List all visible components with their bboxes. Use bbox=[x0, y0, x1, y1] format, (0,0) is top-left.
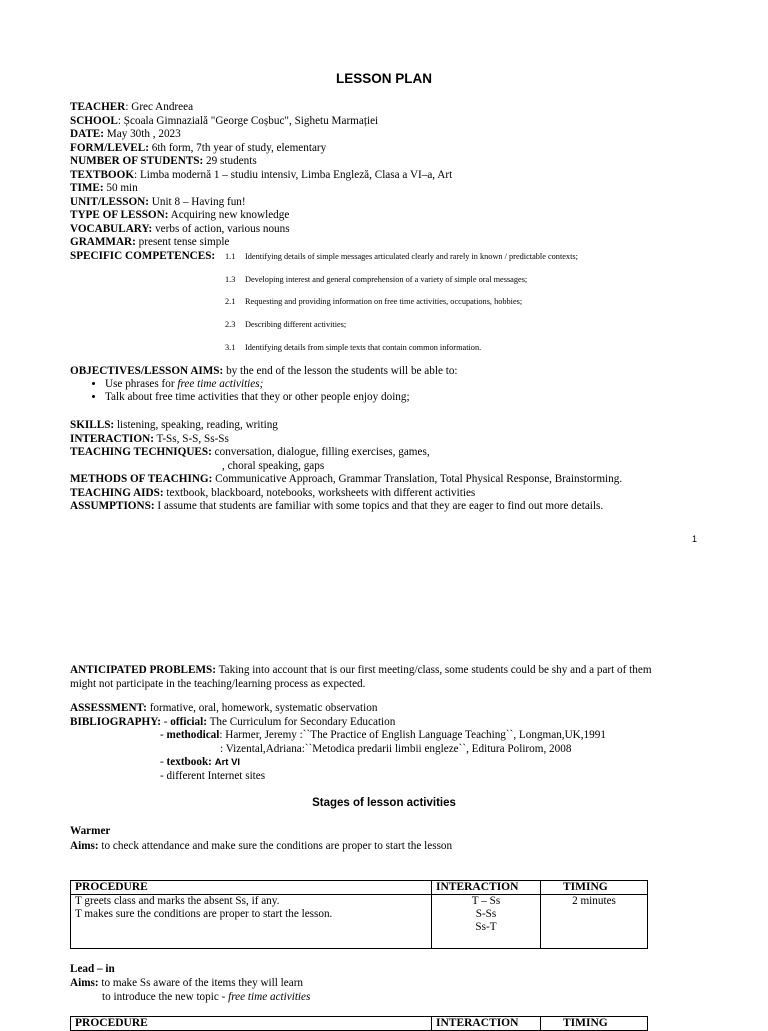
interaction-line: INTERACTION: T-Ss, S-S, Ss-Ss bbox=[70, 432, 229, 445]
leadin-title: Lead – in bbox=[70, 963, 115, 975]
competences-label: SPECIFIC COMPETENCES: bbox=[70, 249, 216, 262]
procedure-header: PROCEDURE bbox=[71, 1017, 432, 1031]
date-line: DATE: May 30th , 2023 bbox=[70, 128, 181, 140]
timing-header: TIMING bbox=[541, 881, 648, 895]
stages-title: Stages of lesson activities bbox=[312, 797, 456, 809]
objectives-line: OBJECTIVES/LESSON AIMS: by the end of the lesson the students will be able to: bbox=[70, 364, 458, 377]
bibliography-methodical-2: : Vizental,Adriana:``Metodica predarii limbii engleze``, Editura Polirom, 2008 bbox=[220, 742, 572, 755]
competence-item: 1.3 Developing interest and general comprehension of a variety of simple oral messages; bbox=[225, 275, 528, 284]
competence-item: 1.1 Identifying details of simple messages articulated clearly and rarely in known / predictable contexts; bbox=[225, 252, 578, 261]
warmer-title: Warmer bbox=[70, 825, 111, 837]
problems-line-2: might not participate in the teaching/learning process as expected. bbox=[70, 678, 366, 690]
form-level-line: FORM/LEVEL: 6th form, 7th year of study, elementary bbox=[70, 141, 327, 154]
problems-line: ANTICIPATED PROBLEMS: Taking into account that is our first meeting/class, some students could be shy and a part of them bbox=[70, 664, 652, 676]
techniques-line-2: , choral speaking, gaps bbox=[222, 459, 325, 472]
bibliography-internet: - different Internet sites bbox=[160, 769, 266, 782]
textbook-line: TEXTBOOK: Limba modernă 1 – studiu intensiv, Limba Engleză, Clasa a VI–a, Art bbox=[70, 168, 453, 181]
warmer-aims: Aims: to check attendance and make sure the conditions are proper to start the lesson bbox=[70, 840, 453, 852]
assumptions-line: ASSUMPTIONS: I assume that students are familiar with some topics and that they are eager to find out more details. bbox=[70, 500, 604, 512]
competence-item: 3.1 Identifying details from simple texts that contain common information. bbox=[225, 343, 482, 352]
teacher-line: TEACHER: Grec Andreea bbox=[70, 101, 194, 113]
students-line: NUMBER OF STUDENTS: 29 students bbox=[70, 155, 257, 167]
interaction-header: INTERACTION bbox=[432, 881, 541, 895]
assessment-line: ASSESSMENT: formative, oral, homework, systematic observation bbox=[70, 702, 378, 714]
objectives-list bbox=[70, 378, 410, 405]
methods-line: METHODS OF TEACHING: Communicative Approach, Grammar Translation, Total Physical Response, Brainstorming. bbox=[70, 473, 623, 485]
school-line: SCHOOL: Școala Gimnazială "George Coșbuc", Sighetu Marmației bbox=[70, 114, 379, 127]
bibliography-methodical: - methodical: Harmer, Jeremy :``The Practice of English Language Teaching``, Longman,UK,1991 bbox=[160, 729, 606, 741]
bibliography-textbook: - textbook: Art VI bbox=[160, 756, 241, 768]
timing-header: TIMING bbox=[541, 1017, 648, 1031]
timing-cell: 2 minutes bbox=[541, 895, 648, 949]
bibliography-line: BIBLIOGRAPHY: - official: The Curriculum for Secondary Education bbox=[70, 715, 396, 728]
list-item: • Talk about free time activities that they or other people enjoy doing; bbox=[105, 391, 410, 404]
techniques-line: TEACHING TECHNIQUES: conversation, dialogue, filling exercises, games, bbox=[70, 446, 430, 458]
grammar-line: GRAMMAR: present tense simple bbox=[70, 236, 230, 248]
competence-item: 2.1 Requesting and providing information on free time activities, occupations, hobbies; bbox=[225, 297, 523, 306]
interaction-cell: T – Ss S-Ss Ss-T bbox=[432, 895, 541, 949]
page-title: LESSON PLAN bbox=[335, 71, 432, 86]
aids-line: TEACHING AIDS: textbook, blackboard, notebooks, worksheets with different activities bbox=[70, 486, 476, 499]
unit-line: UNIT/LESSON: Unit 8 – Having fun! bbox=[70, 195, 246, 208]
list-item: • Use phrases for free time activities; bbox=[105, 378, 410, 391]
skills-line: SKILLS: listening, speaking, reading, writing bbox=[70, 419, 278, 431]
time-line: TIME: 50 min bbox=[70, 182, 138, 194]
vocabulary-line: VOCABULARY: verbs of action, various nouns bbox=[70, 222, 290, 235]
page-number: 1 bbox=[692, 534, 698, 544]
warmer-table bbox=[70, 880, 648, 949]
lesson-type-line: TYPE OF LESSON: Acquiring new knowledge bbox=[70, 209, 290, 221]
leadin-aims-2: to introduce the new topic - free time activities bbox=[102, 991, 311, 1003]
leadin-aims: Aims: to make Ss aware of the items they will learn bbox=[70, 977, 304, 989]
procedure-header: PROCEDURE bbox=[71, 881, 432, 895]
procedure-cell: T greets class and marks the absent Ss, if any. T makes sure the conditions are proper to start the lesson. bbox=[71, 895, 432, 949]
competence-item: 2.3 Describing different activities; bbox=[225, 320, 347, 329]
interaction-header: INTERACTION bbox=[432, 1017, 541, 1031]
